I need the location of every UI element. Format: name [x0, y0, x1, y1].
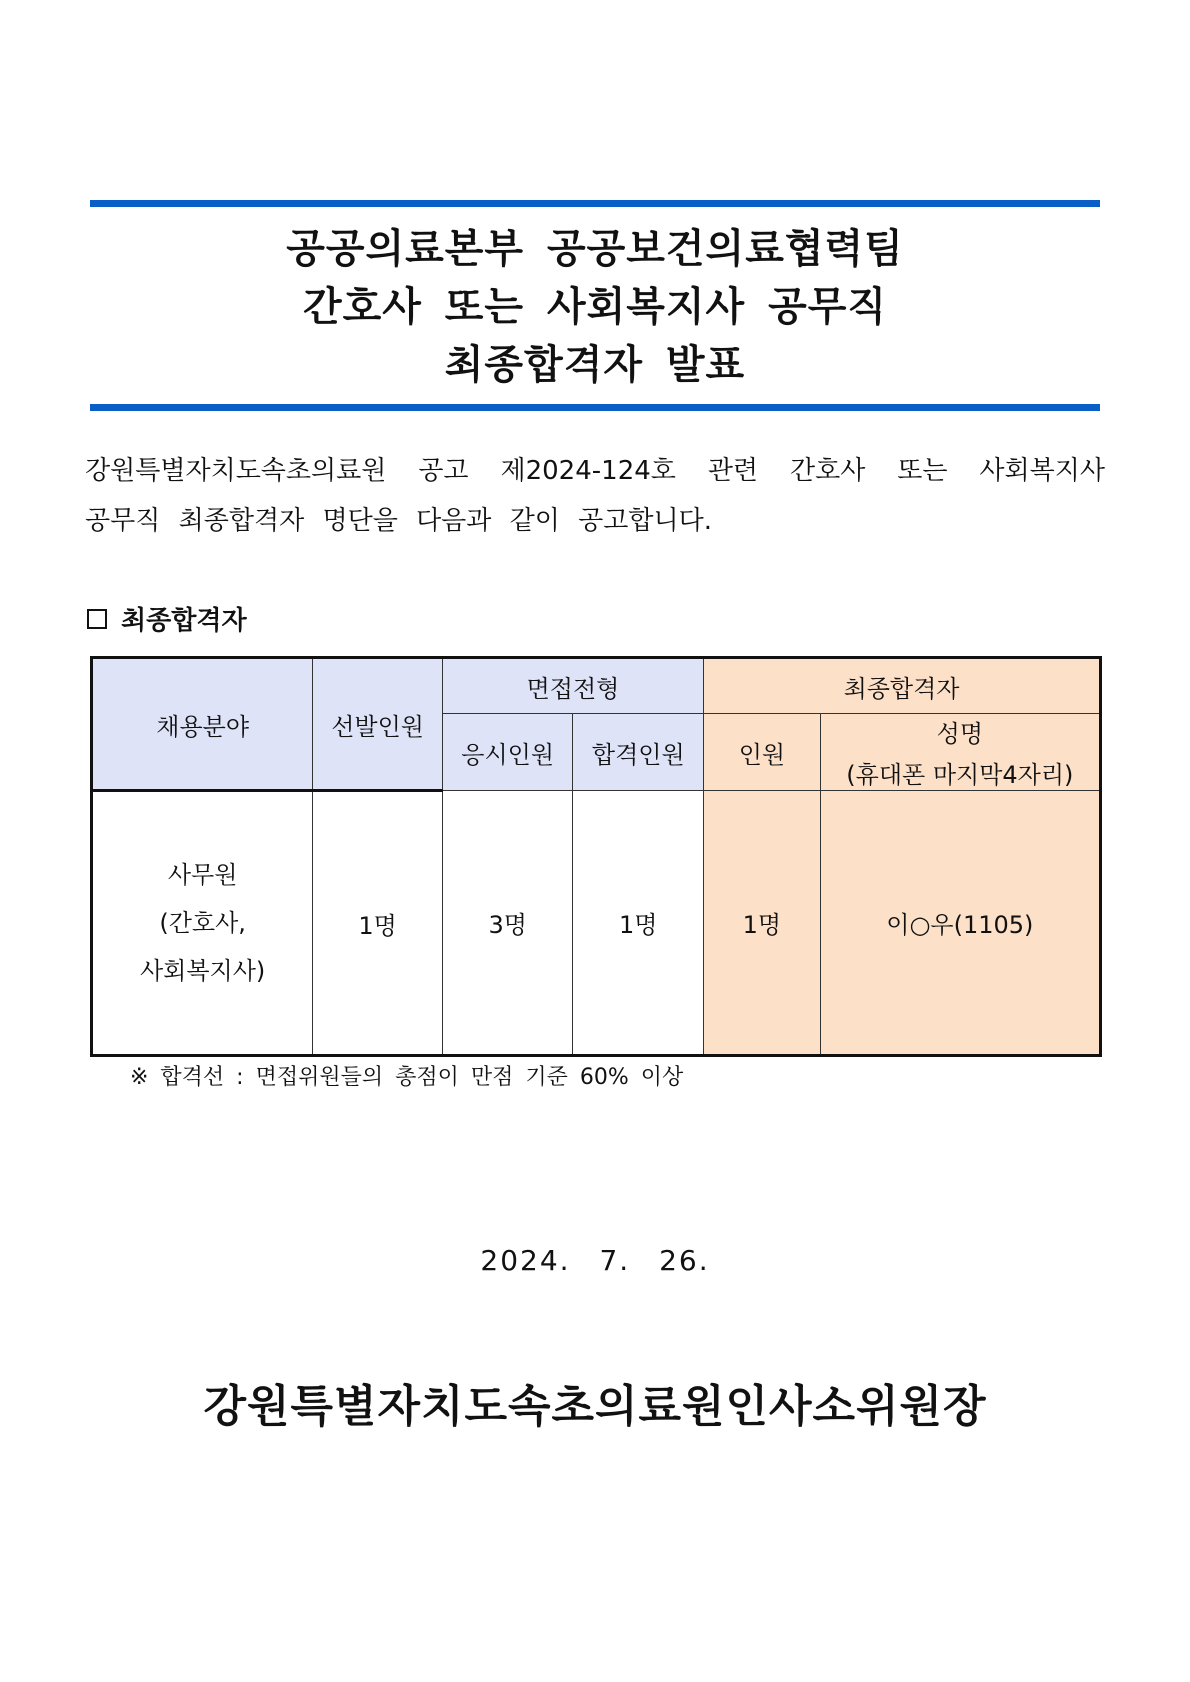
footnote: ※ 합격선 : 면접위원들의 총점이 만점 기준 60% 이상 [130, 1065, 684, 1090]
field-line-2: (간호사, [159, 909, 246, 937]
header-selection-count: 선발인원 [313, 658, 443, 791]
bottom-blue-rule [90, 404, 1100, 411]
header-applicants: 응시인원 [442, 714, 573, 791]
cell-final-count: 1명 [704, 791, 821, 1056]
header-name-line-2: (휴대폰 마지막4자리) [846, 761, 1074, 789]
header-field: 채용분야 [92, 658, 313, 791]
cell-name: 이○우(1105) [820, 791, 1100, 1056]
header-passed: 합격인원 [573, 714, 704, 791]
table-row [92, 791, 1101, 1056]
title-line-2: 간호사 또는 사회복지사 공무직 [302, 284, 888, 330]
header-final-count: 인원 [704, 714, 821, 791]
section-heading [87, 600, 247, 637]
title-line-3: 최종합격자 발표 [444, 342, 746, 388]
header-name [820, 714, 1100, 791]
cell-passed: 1명 [573, 791, 704, 1056]
header-name-line-1: 성명 [936, 720, 984, 748]
intro-line-2: 공무직 최종합격자 명단을 다음과 같이 공고합니다. [85, 506, 713, 536]
page-title [90, 220, 1100, 394]
empty-square-icon [87, 609, 107, 629]
header-interview-group: 면접전형 [442, 658, 703, 714]
results-table [90, 656, 1102, 1057]
intro-line-1: 강원특별자치도속초의료원 공고 제2024-124호 관련 간호사 또는 사회복지사 [85, 456, 1105, 486]
header-final-group: 최종합격자 [704, 658, 1101, 714]
signature-title: 강원특별자치도속초의료원인사소위원장 [203, 1381, 987, 1432]
top-blue-rule [90, 200, 1100, 207]
field-line-1: 사무원 [167, 861, 238, 889]
cell-field [92, 791, 313, 1056]
field-line-3: 사회복지사) [139, 957, 266, 985]
title-line-1: 공공의료본부 공공보건의료협력팀 [286, 226, 904, 272]
header-row-1 [92, 658, 1101, 714]
cell-selection-count: 1명 [313, 791, 443, 1056]
intro-paragraph [85, 446, 1105, 546]
announcement-date: 2024. 7. 26. [480, 1244, 710, 1277]
cell-applicants: 3명 [442, 791, 573, 1056]
section-label: 최종합격자 [121, 606, 247, 636]
